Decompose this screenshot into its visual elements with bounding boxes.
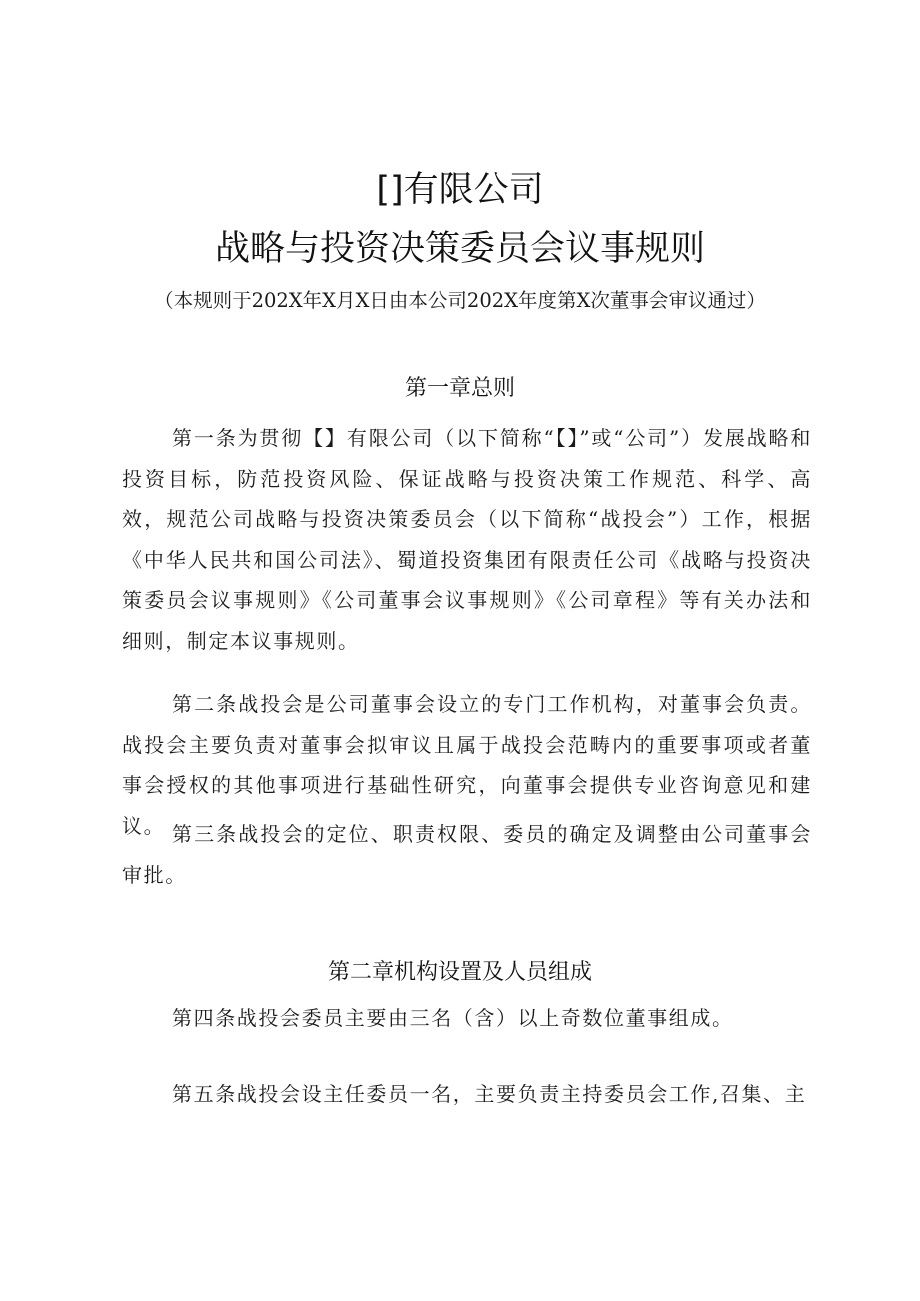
document-title-company: []有限公司 [376,170,544,210]
chapter-1-heading: 第一章总则 [404,376,515,401]
document-approval-note: （本规则于202X年X月X日由本公司202X年度第X次董事会审议通过） [154,289,766,312]
article-4: 第四条战投会委员主要由三名（含）以上奇数位董事组成。 [172,1006,734,1030]
document-title-rules: 战略与投资决策委员会议事规则 [214,229,705,269]
article-2: 第二条战投会是公司董事会设立的专门工作机构，对董事会负责。战投会主要负责对董事会拟审议且属于战投会范畴内的重要事项或者董事会授权的其他事项进行基础性研究，向董事会提供专业咨询意见和建议。 [122,692,812,838]
article-5: 第五条战投会设主任委员一名，主要负责主持委员会工作,召集、主 [172,1082,807,1106]
article-1: 第一条为贯彻【】有限公司（以下简称“【】”或“公司”）发展战略和投资目标，防范投资风险、保证战略与投资决策工作规范、科学、高效，规范公司战略与投资决策委员会（以下简称“战投会”）工作，根据《中华人民共和国公司法》、蜀道投资集团有限责任公司《战略与投资决策委员会议事规则》《公司董事会议事规则》《公司章程》等有关办法和细则，制定本议事规则。 [122,426,812,653]
article-3: 第三条战投会的定位、职责权限、委员的确定及调整由公司董事会审批。 [122,822,812,887]
chapter-2-heading: 第二章机构设置及人员组成 [327,960,592,985]
